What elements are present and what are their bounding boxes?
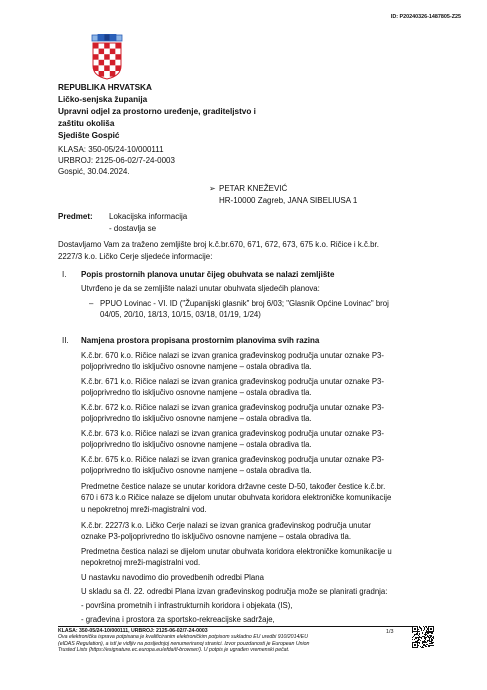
section-2-paragraph [81,428,384,451]
issuer-header [58,82,256,142]
section-2-paragraph [81,614,275,625]
recipient [209,183,358,207]
paragraph-line: nepokretnoj mreži-magistralni vod. [81,558,201,568]
subject-sub: - dostavlja se [109,224,157,233]
urbroj: URBROJ: 2125-06-02/7-24-0003 [58,155,175,165]
qr-code-icon [412,626,434,648]
recipient-name: PETAR KNEŽEVIĆ [219,184,288,193]
section-1-text: Utvrđeno je da se zemljište nalazi unutar obuhvata sljedećih planova: [81,284,320,293]
paragraph-line: poljoprivredno tlo isključivo osnovne namjene – ostala obradiva tla. [81,388,312,398]
paragraph-line: poljoprivredno tlo isključivo osnovne namjene – ostala obradiva tla. [81,414,312,424]
subject-label: Predmet: [58,212,93,221]
footer-note: Trusted Lists (https://esignature.ec.europa.eu/efda/tl-browser/). U potpis je ugrađen vremenski pečat. [58,646,290,653]
issuer-county: Ličko-senjska županija [58,95,148,104]
section-1-item [100,298,389,321]
intro-line: Dostavljamo Vam za traženo zemljište broj k.č.br.670, 671, 672, 673, 675 k.o. Ričice i k.č.br. [58,240,379,249]
section-2-paragraph [81,454,384,477]
section-2-paragraph [81,402,384,425]
intro-line: 2227/3 k.o. Ličko Cerje sljedeće informacije: [58,251,213,261]
paragraph-line: K.č.br. 670 k.o. Ričice nalazi se izvan granica građevinskog područja unutar oznake P3- [81,351,384,360]
footer-note: Ova elektronička isprava potpisana je kvalificiranim elektroničkim potpisom sukladno EU uredbi 910/2014/EU [58,634,308,641]
section-2-paragraph [81,481,391,515]
issuer-department: Upravni odjel za prostorno uređenje, graditeljstvo i [58,107,256,116]
coat-of-arms-icon [88,34,126,80]
plan-line: PPUO Lovinac - VI. ID ("Županijski glasnik" broj 6/03; "Glasnik Općine Lovinac" broj [100,299,389,308]
section-2-paragraph [81,546,392,569]
section-2-paragraph [81,586,387,597]
paragraph-line: - površina prometnih i infrastrukturnih koridora i objekata (IS), [81,601,293,610]
subject-value [109,211,309,235]
section-1-title: Popis prostornih planova unutar čijeg obuhvata se nalazi zemljište [81,270,335,279]
paragraph-line: K.č.br. 675 k.o. Ričice nalazi se izvan granica građevinskog područja unutar oznake P3- [81,455,384,464]
section-2-paragraph [81,600,292,611]
issuer-seat: Sjedište Gospić [58,131,120,140]
paragraph-line: K.č.br. 2227/3 k.o. Ličko Cerje nalazi se izvan granica građevinskog područja unutar [81,521,371,530]
section-1-item-dash: – [89,299,94,308]
issuer-department-cont: zaštitu okoliša [58,119,115,128]
section-2-paragraph [81,520,371,543]
paragraph-line: oznake P3-poljoprivredno tlo isključivo osnovne namjene – ostala obradiva tla. [81,532,352,542]
page-number: 1/3 [386,629,394,635]
section-2-paragraph [81,376,384,399]
intro-paragraph [58,239,463,263]
paragraph-line: Predmetna čestica nalazi se dijelom unutar obuhvata koridora elektroničke komunikacije u [81,547,392,556]
section-2-paragraph [81,572,264,583]
subject [58,211,358,235]
section-1-number: I. [62,270,67,279]
paragraph-line: U skladu sa čl. 22. odredbi Plana izvan građevinskog područja može se planirati gradnja: [81,587,388,596]
issue-date: Gospić, 30.04.2024. [58,166,130,176]
document-meta [58,145,175,177]
paragraph-line: K.č.br. 672 k.o. Ričice nalazi se izvan granica građevinskog područja unutar oznake P3- [81,403,384,412]
section-2-paragraph [81,350,384,373]
section-2-number: II. [62,336,69,345]
recipient-address: HR-10000 Zagreb, JANA SIBELIUSA 1 [219,196,358,205]
paragraph-line: 670 i 673 k.o Ričice nalaze se dijelom unutar obuhvata koridora elektroničke komunikacije [81,493,392,503]
paragraph-line: K.č.br. 673 k.o. Ričice nalazi se izvan granica građevinskog područja unutar oznake P3- [81,429,384,438]
paragraph-line: K.č.br. 671 k.o. Ričice nalazi se izvan granica građevinskog područja unutar oznake P3- [81,377,384,386]
section-2-title: Namjena prostora propisana prostornim planovima svih razina [81,336,320,345]
subject-title: Lokacijska informacija [109,212,188,221]
plan-line: 04/05, 20/10, 18/13, 10/15, 03/18, 01/19, 1/24) [100,310,261,320]
klasa: KLASA: 350-05/24-10/000111 [58,145,164,154]
footer-note: (eIDAS Regulation), a istl je vidljiv na posljednjoj nenumeriranoj stranici. Izvor pouzdanosti je European Union [58,640,310,647]
issuer-country: REPUBLIKA HRVATSKA [58,83,152,92]
arrow-icon: ➢ [209,184,216,193]
paragraph-line: poljoprivredno tlo isključivo osnovne namjene – ostala obradiva tla. [81,440,312,450]
document-id: ID: P20240326-1487805-Z25 [390,14,461,20]
footer [58,628,398,653]
paragraph-line: u nepokretnoj mreži-magistralni vod. [81,504,207,514]
paragraph-line: poljoprivredno tlo isključivo osnovne namjene – ostala obradiva tla. [81,362,312,372]
footer-divider [58,626,415,627]
paragraph-line: poljoprivredno tlo isključivo osnovne namjene – ostala obradiva tla. [81,466,312,476]
paragraph-line: - građevina i prostora za sportsko-rekreacijske sadržaje, [81,615,275,624]
paragraph-line: U nastavku navodimo dio provedbenih odredbi Plana [81,573,264,582]
paragraph-line: Predmetne čestice nalaze se unutar koridora državne ceste D-50, također čestice k.č.br. [81,482,386,491]
footer-klasa: KLASA: 350-05/24-10/000111, URBROJ: 2125-06-02/7-24-0003 [58,628,208,634]
